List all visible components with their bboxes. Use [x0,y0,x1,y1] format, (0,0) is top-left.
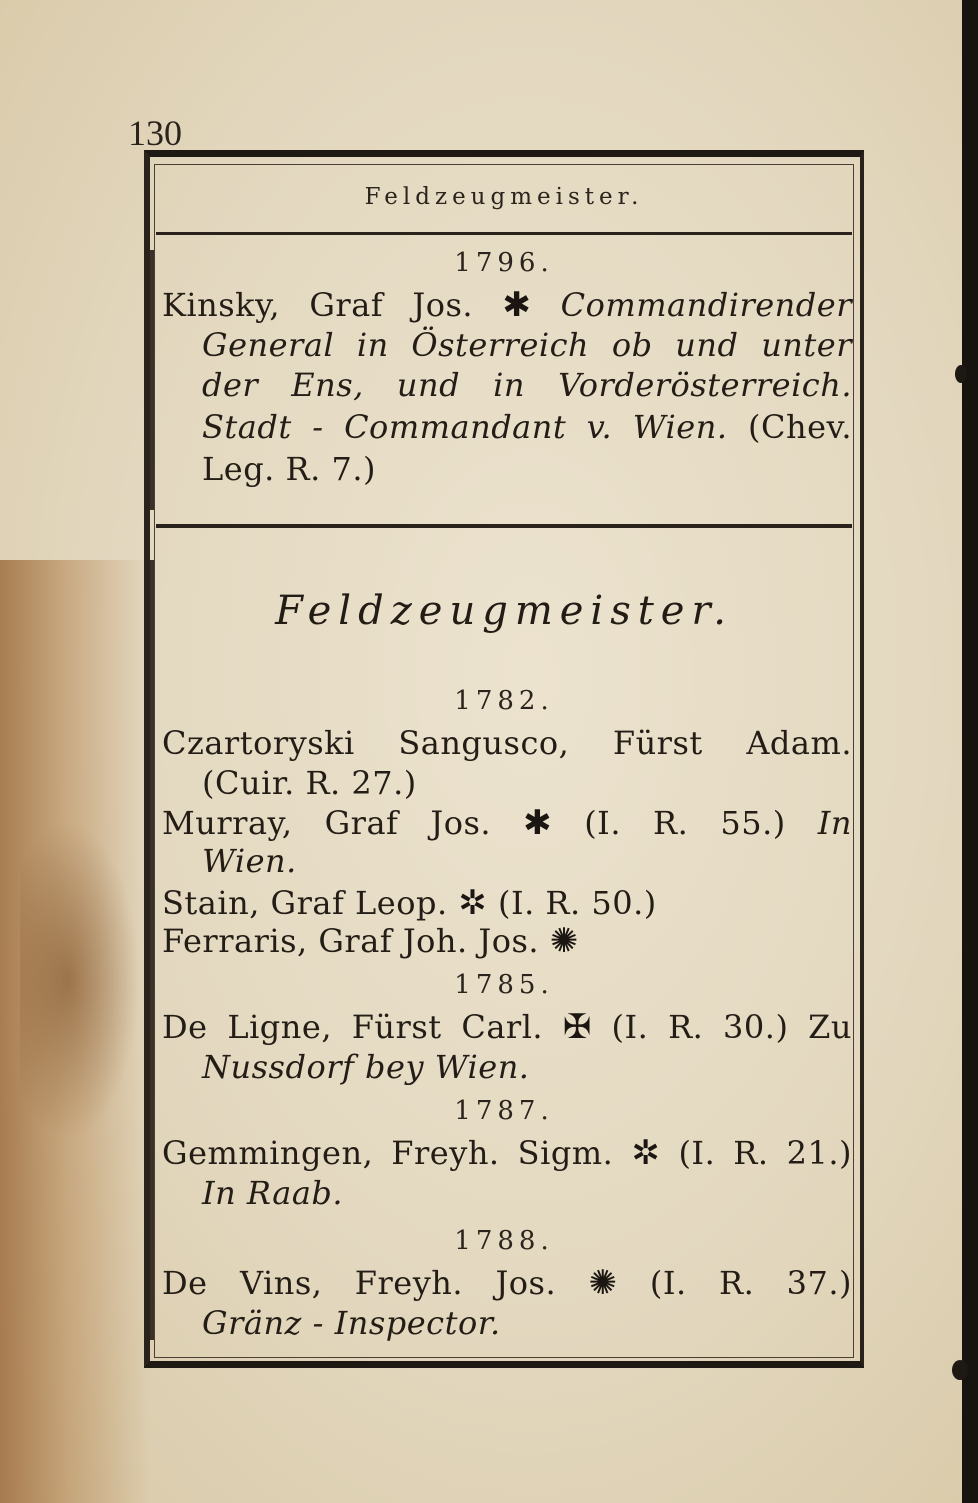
ink-blot [955,365,967,383]
grand-cross-star-icon: ✱ [523,803,553,843]
year-heading: 1788. [454,1226,554,1256]
entry-text: Stadt - Commandant v. Wien. [202,408,728,446]
entry-text: Gemmingen, Freyh. Sigm. [162,1134,632,1172]
section-title: Feldzeugmeister. [275,588,733,634]
cross-star-icon: ✲ [458,883,488,923]
entry-line: General in Österreich ob und unter [202,326,852,364]
maltese-cross-icon: ✠ [562,1007,592,1047]
year-heading: 1796. [454,248,554,278]
grand-cross-star-icon: ✱ [502,285,532,325]
entry-text: (I. R. 55.) [552,804,818,842]
entry-line [162,1134,852,1172]
entry-text: (I. R. 37.) [617,1264,853,1302]
entry-text: Ferraris, Graf Joh. Jos. [162,922,550,960]
ink-blot [952,1360,968,1380]
cross-star-icon: ✲ [631,1133,661,1173]
entry-text: (Chev. [727,408,853,446]
entry-line: der Ens, und in Vorderösterreich. [202,366,852,404]
entry-text: De Vins, Freyh. Jos. [162,1264,589,1302]
entry-line [162,1008,852,1046]
entry-line [162,286,852,324]
frame-margin-rule [150,560,154,1340]
entry-text: Murray, Graf Jos. [162,804,524,842]
year-heading: 1785. [454,970,554,1000]
entry-text: Kinsky, Graf Jos. [162,286,503,324]
running-head: Feldzeugmeister. [364,184,644,210]
entry-text: (I. R. 30.) Zu [591,1008,852,1046]
frame-margin-rule [150,250,154,510]
entry-text: In [817,804,853,842]
section-rule [156,524,852,528]
order-badge-icon: ✺ [588,1263,618,1303]
entry-line [202,408,852,446]
book-edge [962,0,978,1503]
entry-text: De Ligne, Fürst Carl. [162,1008,563,1046]
entry-line: Gränz - Inspector. [202,1304,501,1342]
entry-line [162,1264,852,1302]
entry-line: Wien. [202,842,297,880]
entry-line [162,884,852,922]
entry-line [162,922,852,960]
page-number: 130 [128,113,182,153]
entry-text: (I. R. 21.) [660,1134,852,1172]
entry-line: (Cuir. R. 27.) [202,764,417,802]
entry-text: Commandirender [560,286,852,324]
year-heading: 1787. [454,1096,554,1126]
year-heading: 1782. [454,686,554,716]
header-rule [156,232,852,235]
entry-text: (I. R. 50.) [487,884,657,922]
order-badge-icon: ✺ [549,921,579,961]
entry-line: In Raab. [202,1174,344,1212]
water-stain-dark [20,820,140,1140]
entry-line [162,804,852,842]
entry-line: Czartoryski Sangusco, Fürst Adam. [162,724,852,762]
entry-line: Leg. R. 7.) [202,450,376,488]
entry-line: Nussdorf bey Wien. [202,1048,530,1086]
entry-text: Stain, Graf Leop. [162,884,459,922]
